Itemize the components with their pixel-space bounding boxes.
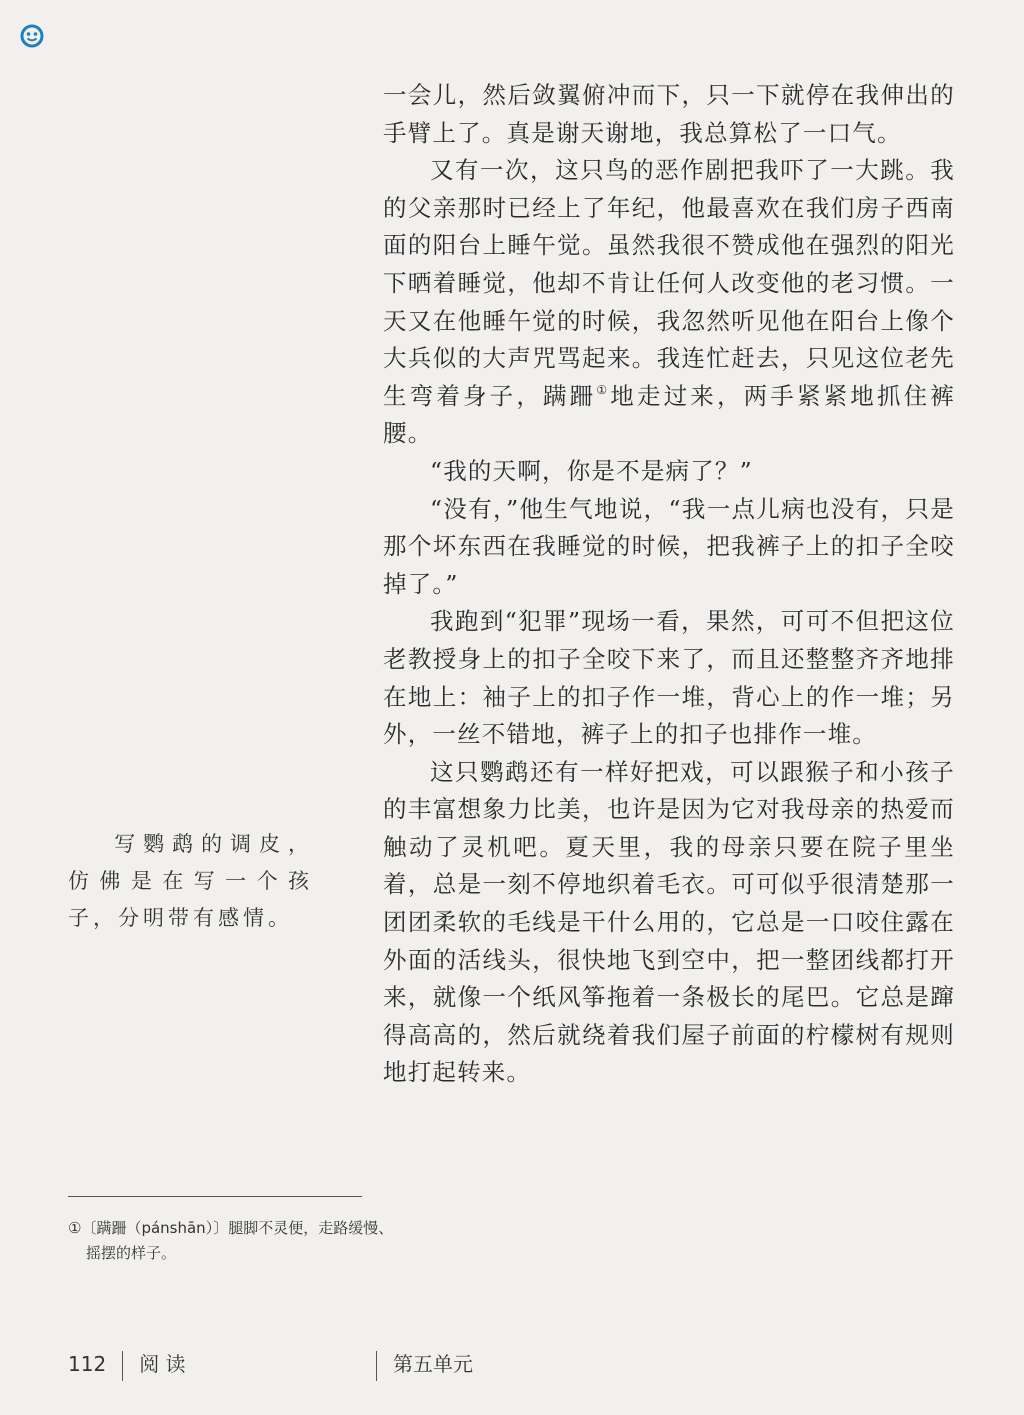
footnote-mark: ① [68,1219,82,1237]
footnote [68,1216,508,1266]
paragraph: 又有一次，这只鸟的恶作剧把我吓了一大跳。我的父亲那时已经上了年纪，他最喜欢在我们房子西南面的阳台上睡午觉。虽然我很不赞成他在强烈的阳光下晒着睡觉，他却不肯让任何人改变他的老习惯。一天又在他睡午觉的时候，我忽然听见他在阳台上像个大兵似的大声咒骂起来。我连忙赶去，只见这位老先生弯着身子，蹒跚①地走过来，两手紧紧地抓住裤腰。 [383,156,955,448]
paragraph: 这只鹦鹉还有一样好把戏，可以跟猴子和小孩子的丰富想象力比美，也许是因为它对我母亲的热爱而触动了灵机吧。夏天里，我的母亲只要在院子里坐着，总是一刻不停地织着毛衣。可可似乎很清楚那一团团柔软的毛线是干什么用的，它总是一口咬住露在外面的活线头，很快地飞到空中，把一整团线都打开来，就像一个纸风筝拖着一条极长的尾巴。它总是蹿得高高的，然后就绕着我们屋子前面的柠檬树有规则地打起转来。 [383,757,955,1087]
smiley-face-icon [20,24,44,48]
paragraph: “我的天啊，你是不是病了？” [430,456,753,485]
footnote-line: 〔蹒跚（pánshān）〕腿脚不灵便，走路缓慢、 [81,1219,394,1237]
section-label: 阅 读 [139,1352,186,1376]
main-text [383,77,955,1092]
footer-separator [122,1351,123,1381]
paragraph: 我跑到“犯罪”现场一看，果然，可可不但把这位老教授身上的扣子全咬下来了，而且还整整齐齐地排在地上：袖子上的扣子作一堆，背心上的作一堆；另外，一丝不错地，裤子上的扣子也排作一堆。 [383,607,955,749]
unit-label: 第五单元 [393,1352,473,1376]
footnote-line: 摇摆的样子。 [86,1244,177,1262]
footnote-marker: ① [596,382,611,397]
footnote-divider [68,1196,362,1197]
footer-separator [376,1351,377,1381]
side-annotation: 写鹦鹉的调皮，仿佛是在写一个孩子，分明带有感情。 [68,832,313,930]
page-footer-left [68,1350,186,1381]
paragraph: “没有，”他生气地说，“我一点儿病也没有，只是那个坏东西在我睡觉的时候，把我裤子上的扣子全咬掉了。” [383,494,955,598]
paragraph: 一会儿，然后敛翼俯冲而下，只一下就停在我伸出的手臂上了。真是谢天谢地，我总算松了一口气。 [383,81,955,147]
page-footer-right [376,1350,473,1381]
page-number: 112 [68,1352,107,1376]
